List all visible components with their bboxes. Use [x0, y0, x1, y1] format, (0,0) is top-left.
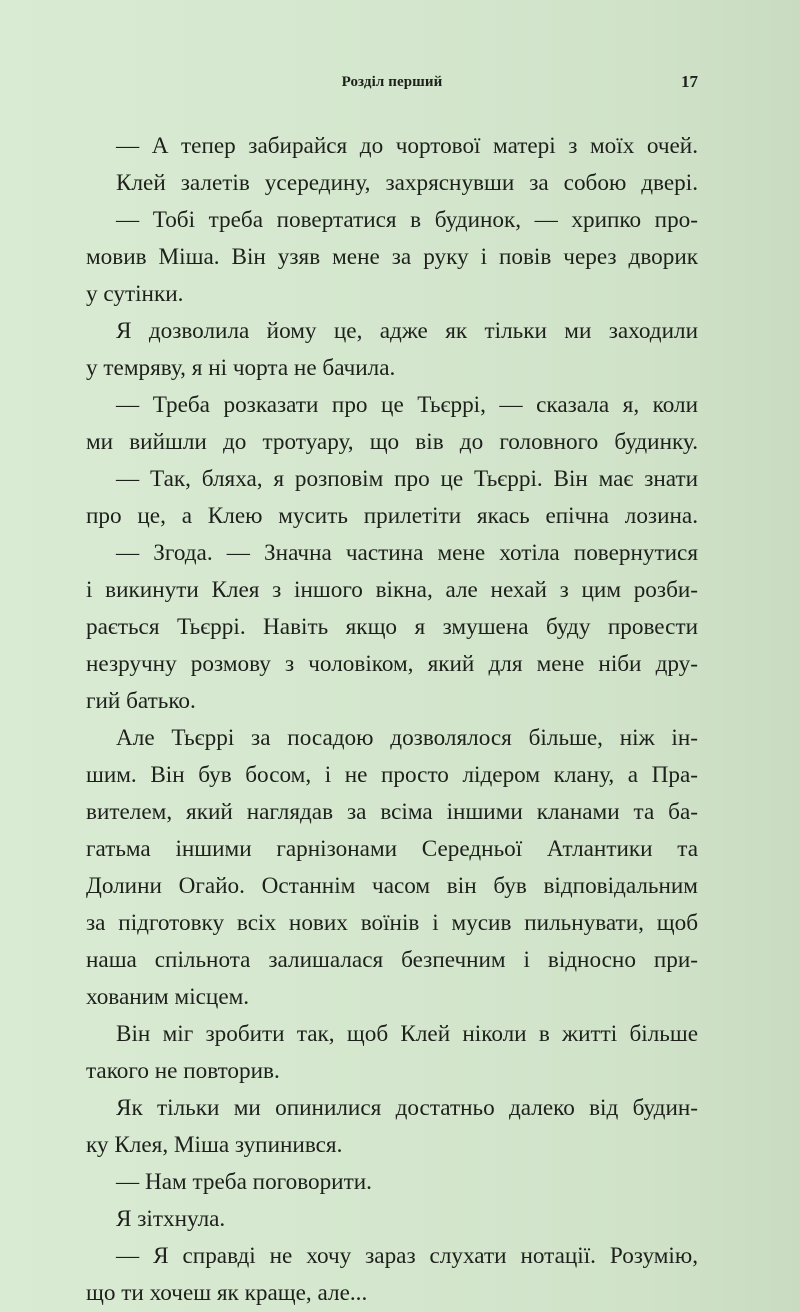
text-line: про це, а Клею мусить прилетіти якась епічна лозина.	[86, 503, 698, 529]
text-line: що ти хочеш як краще, але...	[86, 1280, 368, 1306]
text-line: і викинути Клея з іншого вікна, але нехай з цим розби-	[86, 577, 698, 603]
text-line: Як тільки ми опинилися достатньо далеко від будин-	[116, 1095, 698, 1121]
page-number: 17	[681, 72, 698, 91]
text-line: мовив Міша. Він узяв мене за руку і повів через дворик	[86, 244, 698, 270]
text-line: Клей залетів усередину, захряснувши за собою двері.	[116, 170, 698, 196]
text-line: гий батько.	[86, 688, 196, 714]
text-line: — Я справді не хочу зараз слухати нотації. Розумію,	[116, 1243, 698, 1269]
text-line: Він міг зробити так, щоб Клей ніколи в житті більше	[116, 1021, 698, 1047]
text-line: Але Тьєррі за посадою дозволялося більше, ніж ін-	[116, 725, 698, 751]
text-line: гатьма іншими гарнізонами Середньої Атлантики та	[86, 836, 698, 862]
text-line: наша спільнота залишалася безпечним і відносно при-	[86, 947, 698, 973]
text-line: — Згода. — Значна частина мене хотіла повернутися	[116, 540, 698, 566]
text-line: рається Тьєррі. Навіть якщо я змушена буду провести	[86, 614, 698, 640]
text-line: Я зітхнула.	[116, 1206, 226, 1232]
running-title: Розділ перший	[341, 74, 443, 90]
page-header	[86, 74, 698, 98]
text-line: Я дозволила йому це, адже як тільки ми заходили	[116, 318, 698, 344]
body-text	[86, 128, 698, 1312]
text-line: такого не повторив.	[86, 1058, 280, 1084]
text-line: — Треба розказати про це Тьєррі, — сказала я, коли	[116, 392, 698, 418]
text-line: у сутінки.	[86, 281, 184, 307]
text-line: — Так, бляха, я розповім про це Тьєррі. Він має знати	[116, 466, 698, 492]
text-line: за підготовку всіх нових воїнів і мусив пильнувати, щоб	[86, 910, 698, 936]
text-line: шим. Він був босом, і не просто лідером клану, а Пра-	[86, 762, 698, 788]
text-line: вителем, який наглядав за всіма іншими кланами та ба-	[86, 799, 698, 825]
text-line: ми вийшли до тротуару, що вів до головного будинку.	[86, 429, 698, 455]
text-line: — Тобі треба повертатися в будинок, — хрипко про-	[116, 207, 698, 233]
text-line: у темряву, я ні чорта не бачила.	[86, 355, 396, 381]
text-line: хованим місцем.	[86, 984, 250, 1010]
text-line: Долини Огайо. Останнім часом він був відповідальним	[86, 873, 698, 899]
text-line: незручну розмову з чоловіком, який для мене ніби дру-	[86, 651, 698, 677]
text-line: ку Клея, Міша зупинився.	[86, 1132, 343, 1158]
text-line: — А тепер забирайся до чортової матері з моїх очей.	[116, 133, 698, 159]
text-line: — Нам треба поговорити.	[116, 1169, 372, 1195]
